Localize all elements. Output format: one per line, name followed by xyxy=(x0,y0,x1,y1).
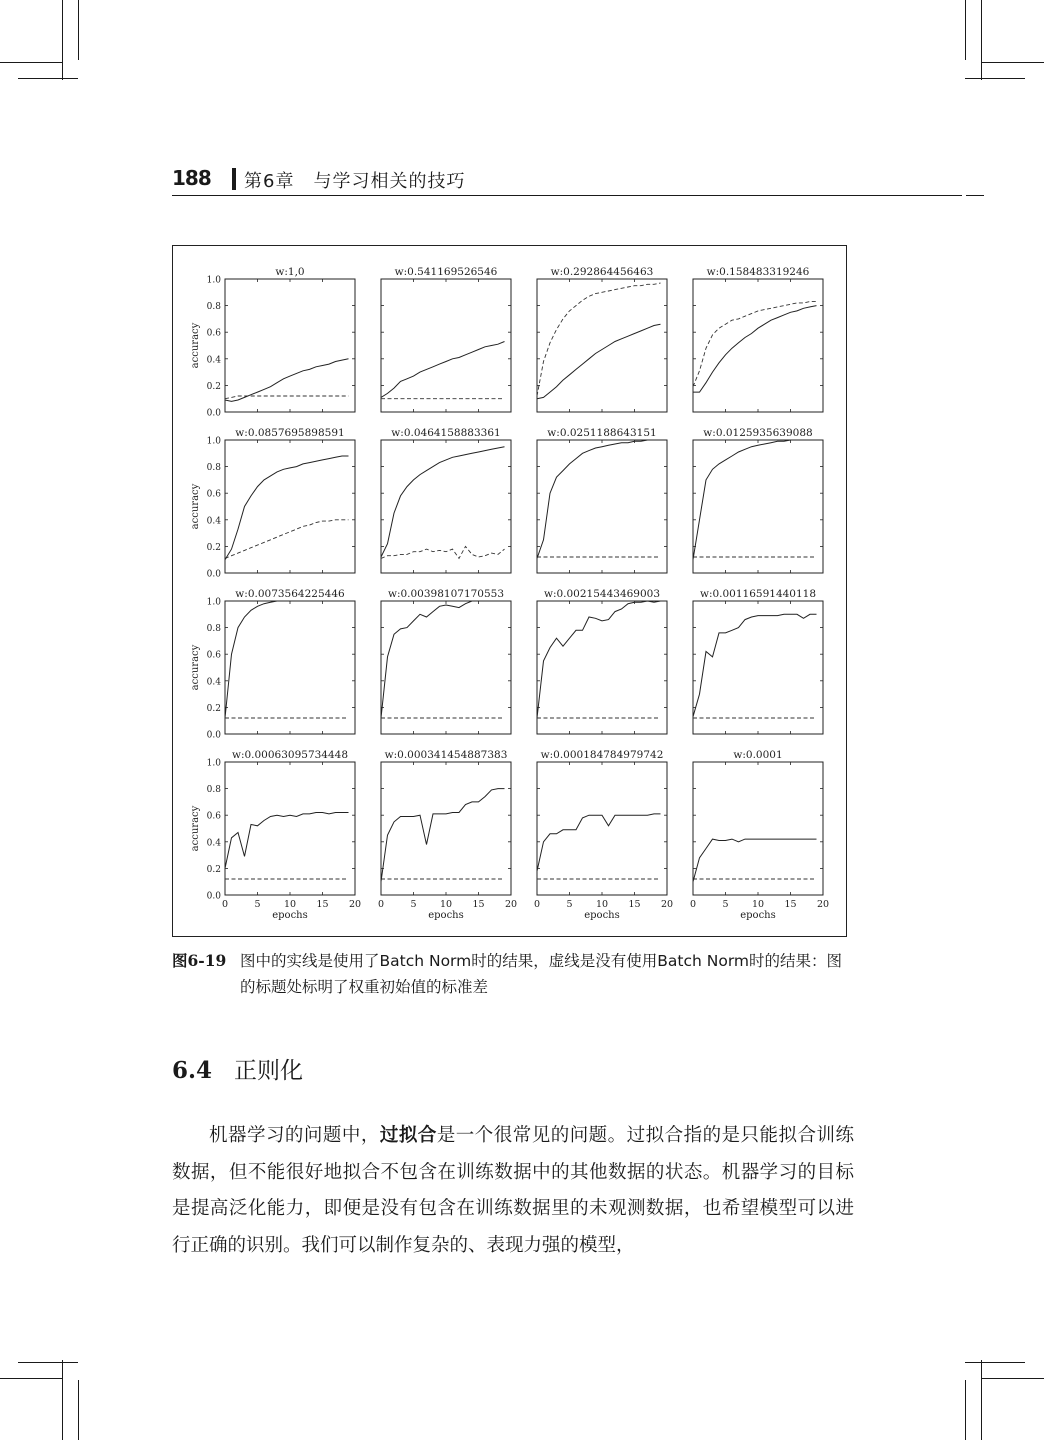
panel-frame xyxy=(225,601,355,734)
panel-title: w:0.00215443469003 xyxy=(543,588,661,600)
panel-title: w:0.000341454887383 xyxy=(384,749,508,761)
y-tick-label: 0.2 xyxy=(206,542,221,553)
x-tick-label: 15 xyxy=(628,899,641,910)
crop-mark xyxy=(981,1378,1044,1379)
y-tick-label: 0.8 xyxy=(206,463,221,474)
crop-mark xyxy=(965,1380,966,1440)
y-tick-label: 1.0 xyxy=(206,597,221,608)
panel-title: w:0.0857695898591 xyxy=(235,427,345,439)
x-tick-label: 15 xyxy=(316,899,329,910)
crop-mark xyxy=(62,0,63,80)
caption-text: 图中的实线是使用了Batch Norm时的结果，虚线是没有使用Batch Norm时的结果：图的标题处标明了权重初始值的标准差 xyxy=(240,952,843,996)
figure-frame xyxy=(172,245,847,937)
series-batch-norm xyxy=(225,601,349,718)
panel-title: w:0.00398107170553 xyxy=(387,588,505,600)
series-batch-norm xyxy=(537,324,661,399)
header-bar xyxy=(232,168,236,190)
panel-frame xyxy=(225,762,355,895)
panel-title: w:0.000184784979742 xyxy=(540,749,664,761)
y-tick-label: 0.0 xyxy=(206,408,221,419)
running-header xyxy=(172,166,962,196)
crop-mark xyxy=(78,0,79,60)
panel-frame xyxy=(381,762,511,895)
crop-mark xyxy=(981,0,982,80)
panel-frame xyxy=(381,601,511,734)
body-text xyxy=(172,1118,854,1264)
crop-mark xyxy=(965,1362,1025,1363)
header-rule-end xyxy=(966,195,984,196)
series-batch-norm xyxy=(381,601,505,718)
crop-mark xyxy=(78,1380,79,1440)
series-batch-norm xyxy=(225,359,349,402)
x-tick-label: 10 xyxy=(439,899,453,910)
x-tick-label: 10 xyxy=(751,899,765,910)
y-tick-label: 0.4 xyxy=(206,355,221,366)
panel-frame xyxy=(537,440,667,573)
caption-label: 图6-19 xyxy=(172,951,227,970)
panel-frame xyxy=(693,440,823,573)
y-tick-label: 1.0 xyxy=(206,758,221,769)
paragraph-text: 机器学习的问题中， xyxy=(209,1125,380,1146)
y-tick-label: 0.2 xyxy=(206,703,221,714)
panel-frame xyxy=(693,279,823,412)
crop-mark xyxy=(0,62,62,63)
y-axis-label: accuracy xyxy=(190,644,201,691)
y-tick-label: 1.0 xyxy=(206,436,221,447)
x-tick-label: 15 xyxy=(472,899,485,910)
x-axis-label: epochs xyxy=(740,910,776,921)
keyword-overfitting: 过拟合 xyxy=(379,1125,437,1146)
y-axis-label: accuracy xyxy=(190,805,201,852)
crop-mark xyxy=(18,1362,78,1363)
series-batch-norm xyxy=(381,447,505,557)
y-tick-label: 0.4 xyxy=(206,838,221,849)
panel-title: w:0.0001 xyxy=(733,749,783,761)
crop-mark xyxy=(18,78,78,79)
x-tick-label: 15 xyxy=(784,899,797,910)
x-tick-label: 0 xyxy=(377,899,385,910)
header-rule xyxy=(172,195,962,196)
x-tick-label: 20 xyxy=(660,899,674,910)
y-axis-label: accuracy xyxy=(190,483,201,530)
y-tick-label: 0.0 xyxy=(206,730,221,741)
series-no-batch-norm xyxy=(537,283,661,396)
series-batch-norm xyxy=(693,306,817,393)
panel-title: w:0.292864456463 xyxy=(550,266,654,278)
section-title: 正则化 xyxy=(234,1058,304,1084)
x-tick-label: 10 xyxy=(283,899,297,910)
panel-title: w:0.0073564225446 xyxy=(235,588,345,600)
y-tick-label: 0.2 xyxy=(206,864,221,875)
panel-title: w:0.158483319246 xyxy=(706,266,810,278)
panel-title: w:0.0464158883361 xyxy=(391,427,501,439)
series-batch-norm xyxy=(693,839,817,882)
y-tick-label: 0.6 xyxy=(206,489,221,500)
x-tick-label: 5 xyxy=(566,899,573,910)
page-number: 188 xyxy=(172,166,211,190)
x-tick-label: 20 xyxy=(816,899,830,910)
series-batch-norm xyxy=(537,601,661,718)
crop-mark xyxy=(0,1378,62,1379)
y-tick-label: 0.8 xyxy=(206,302,221,313)
chapter-title: 第6章 与学习相关的技巧 xyxy=(244,171,466,192)
crop-mark xyxy=(981,62,1044,63)
y-tick-label: 0.2 xyxy=(206,381,221,392)
y-tick-label: 0.8 xyxy=(206,624,221,635)
panel-frame xyxy=(693,601,823,734)
x-tick-label: 5 xyxy=(722,899,729,910)
panel-title: w:0.00063095734448 xyxy=(231,749,349,761)
series-batch-norm xyxy=(381,342,505,398)
y-tick-label: 1.0 xyxy=(206,275,221,286)
x-tick-label: 0 xyxy=(221,899,229,910)
y-tick-label: 0.6 xyxy=(206,328,221,339)
series-batch-norm xyxy=(537,814,661,871)
y-tick-label: 0.0 xyxy=(206,569,221,580)
x-tick-label: 5 xyxy=(410,899,417,910)
panel-frame xyxy=(225,279,355,412)
x-tick-label: 0 xyxy=(533,899,541,910)
x-axis-label: epochs xyxy=(272,910,308,921)
y-axis-label: accuracy xyxy=(190,322,201,369)
paragraph-text: 是一个很常见的问题。过拟合指的是只能拟合训练数据，但不能很好地拟合不包含在训练数据中的其他数据的状态。机器学习的目标是提高泛化能力，即便是没有包含在训练数据里的未观测数据，也希望模型可以进行正确的识别。我们可以制作复杂的、表现力强的模型， xyxy=(172,1125,854,1256)
x-tick-label: 10 xyxy=(595,899,609,910)
x-tick-label: 0 xyxy=(689,899,697,910)
panel-title: w:0.0251188643151 xyxy=(547,427,657,439)
x-tick-label: 20 xyxy=(348,899,362,910)
x-tick-label: 5 xyxy=(254,899,261,910)
x-axis-label: epochs xyxy=(584,910,620,921)
series-batch-norm xyxy=(225,456,349,560)
panel-title: w:0.0125935639088 xyxy=(703,427,813,439)
y-tick-label: 0.6 xyxy=(206,811,221,822)
paragraph xyxy=(172,1118,854,1264)
series-no-batch-norm xyxy=(225,520,349,559)
panel-frame xyxy=(693,762,823,895)
panel-title: w:0.00116591440118 xyxy=(699,588,817,600)
series-batch-norm xyxy=(537,440,661,558)
y-tick-label: 0.4 xyxy=(206,677,221,688)
panel-title: w:1,0 xyxy=(275,266,305,278)
crop-mark xyxy=(981,1360,982,1440)
section-heading xyxy=(172,1052,303,1085)
y-tick-label: 0.0 xyxy=(206,891,221,902)
series-batch-norm xyxy=(693,614,817,716)
series-batch-norm xyxy=(693,440,817,560)
crop-mark xyxy=(62,1360,63,1440)
section-number: 6.4 xyxy=(172,1057,213,1084)
panel-title: w:0.541169526546 xyxy=(394,266,498,278)
series-batch-norm xyxy=(225,813,349,869)
series-batch-norm xyxy=(381,789,505,882)
crop-mark xyxy=(965,0,966,60)
y-tick-label: 0.4 xyxy=(206,516,221,527)
panel-frame xyxy=(537,279,667,412)
x-tick-label: 20 xyxy=(504,899,518,910)
series-no-batch-norm xyxy=(381,546,505,558)
crop-mark xyxy=(965,78,1025,79)
x-axis-label: epochs xyxy=(428,910,464,921)
chart-grid xyxy=(173,246,846,936)
y-tick-label: 0.6 xyxy=(206,650,221,661)
y-tick-label: 0.8 xyxy=(206,785,221,796)
panel-frame xyxy=(537,762,667,895)
